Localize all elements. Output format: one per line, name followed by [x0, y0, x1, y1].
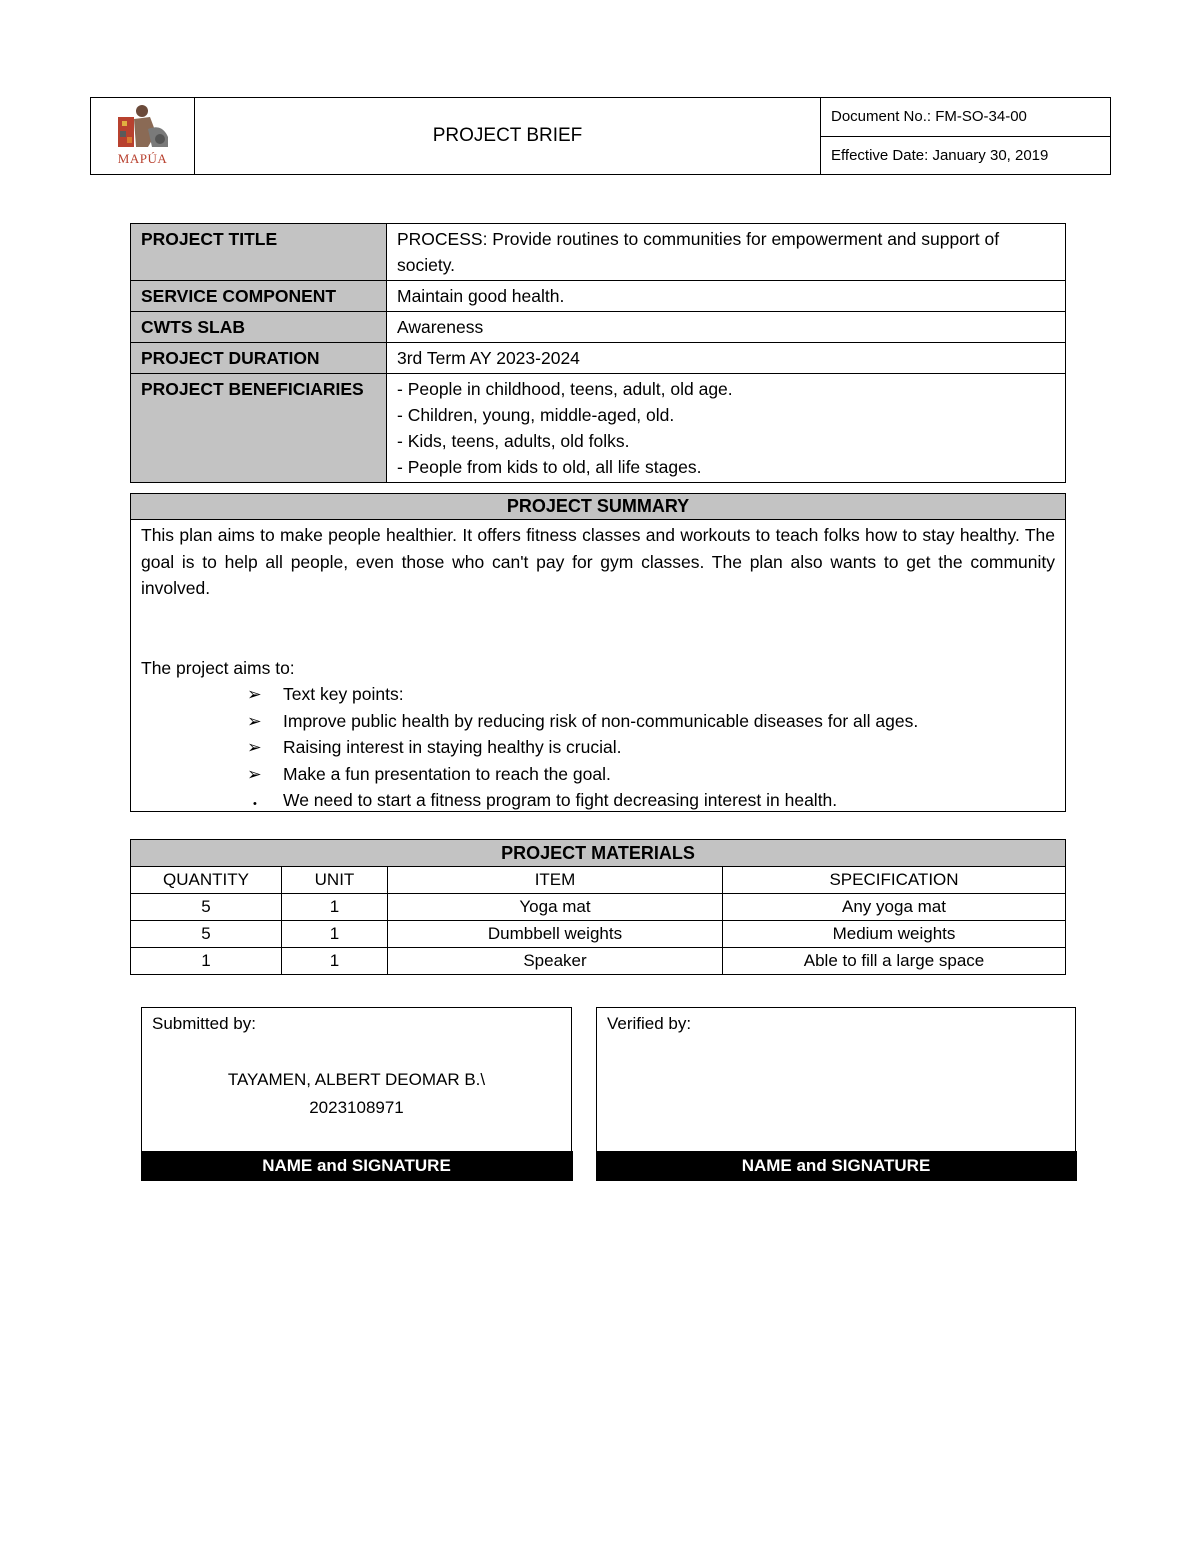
list-item: ➢ Make a fun presentation to reach the goal. — [141, 761, 1055, 788]
project-title-label: PROJECT TITLE — [131, 224, 387, 281]
service-component-value: Maintain good health. — [387, 281, 1066, 312]
item-cell: Yoga mat — [388, 894, 723, 921]
aims-list — [141, 681, 1055, 814]
column-header: ITEM — [388, 867, 723, 894]
submitter-id: 2023108971 — [309, 1098, 404, 1117]
list-item: ➢ Raising interest in staying healthy is crucial. — [141, 734, 1055, 761]
effective-date: Effective Date: January 30, 2019 — [821, 136, 1111, 175]
project-materials-table — [130, 839, 1066, 975]
item-cell: Dumbbell weights — [388, 921, 723, 948]
table-row — [131, 894, 1066, 921]
cwts-slab-label: CWTS SLAB — [131, 312, 387, 343]
list-item: ➢ Improve public health by reducing risk of non-communicable diseases for all ages. — [141, 708, 1055, 735]
submitted-by-label: Submitted by: — [152, 1014, 256, 1033]
logo-text: MAPÚA — [117, 151, 168, 166]
unit-cell: 1 — [282, 921, 388, 948]
specification-cell: Able to fill a large space — [723, 948, 1066, 975]
submitted-by-box — [141, 1007, 572, 1180]
column-header: SPECIFICATION — [723, 867, 1066, 894]
table-row — [131, 224, 1066, 281]
quantity-cell: 5 — [131, 894, 282, 921]
table-row — [131, 343, 1066, 374]
arrow-bullet-icon: ➢ — [247, 710, 262, 731]
table-row — [131, 374, 1066, 483]
project-title-value: PROCESS: Provide routines to communities for empowerment and support of society. — [387, 224, 1066, 281]
arrow-bullet-icon: ➢ — [247, 684, 262, 704]
arrow-bullet-icon: ➢ — [247, 763, 262, 784]
aims-intro: The project aims to: — [141, 657, 295, 678]
beneficiary-line: - People from kids to old, all life stages. — [397, 457, 702, 477]
specification-cell: Any yoga mat — [723, 894, 1066, 921]
specification-cell: Medium weights — [723, 921, 1066, 948]
project-beneficiaries-label: PROJECT BENEFICIARIES — [131, 374, 387, 483]
project-duration-value: 3rd Term AY 2023-2024 — [387, 343, 1066, 374]
table-row — [131, 281, 1066, 312]
beneficiary-line: - Children, young, middle-aged, old. — [397, 405, 675, 425]
quantity-cell: 5 — [131, 921, 282, 948]
table-row — [131, 948, 1066, 975]
dot-bullet-icon: • — [253, 798, 257, 810]
verified-by-box — [596, 1007, 1076, 1180]
service-component-label: SERVICE COMPONENT — [131, 281, 387, 312]
submitter-name: TAYAMEN, ALBERT DEOMAR B.\ — [227, 1070, 486, 1089]
project-beneficiaries-value — [387, 374, 1066, 483]
beneficiary-line: - People in childhood, teens, adult, old age. — [397, 379, 733, 399]
cwts-slab-value: Awareness — [387, 312, 1066, 343]
project-duration-label: PROJECT DURATION — [131, 343, 387, 374]
materials-heading: PROJECT MATERIALS — [131, 840, 1066, 867]
table-header-row — [131, 867, 1066, 894]
document-number: Document No.: FM-SO-34-00 — [821, 98, 1111, 137]
item-cell: Speaker — [388, 948, 723, 975]
name-and-signature-footer: NAME and SIGNATURE — [596, 1151, 1077, 1181]
document-header — [90, 97, 1111, 175]
list-item: • We need to start a fitness program to fight decreasing interest in health. — [141, 787, 1055, 814]
page-title: PROJECT BRIEF — [195, 98, 821, 175]
summary-paragraph: This plan aims to make people healthier. It offers fitness classes and workouts to teach folks how to stay healthy. The goal is to help all people, even those who can't pay for gym classes. The plan also wants to get the community involved. — [141, 525, 1055, 598]
column-header: QUANTITY — [131, 867, 282, 894]
mapua-logo — [112, 103, 174, 169]
unit-cell: 1 — [282, 948, 388, 975]
arrow-bullet-icon: ➢ — [247, 737, 262, 757]
list-item: ➢ Text key points: — [141, 681, 1055, 708]
project-info-table — [130, 223, 1066, 483]
column-header: UNIT — [282, 867, 388, 894]
seal-icon — [112, 103, 174, 153]
table-row — [131, 312, 1066, 343]
beneficiary-line: - Kids, teens, adults, old folks. — [397, 431, 630, 451]
unit-cell: 1 — [282, 894, 388, 921]
name-and-signature-footer: NAME and SIGNATURE — [141, 1151, 573, 1181]
summary-heading: PROJECT SUMMARY — [131, 494, 1065, 520]
verified-by-label: Verified by: — [607, 1014, 692, 1033]
project-summary-section — [130, 493, 1066, 812]
logo-cell — [91, 98, 195, 175]
table-row — [131, 921, 1066, 948]
quantity-cell: 1 — [131, 948, 282, 975]
